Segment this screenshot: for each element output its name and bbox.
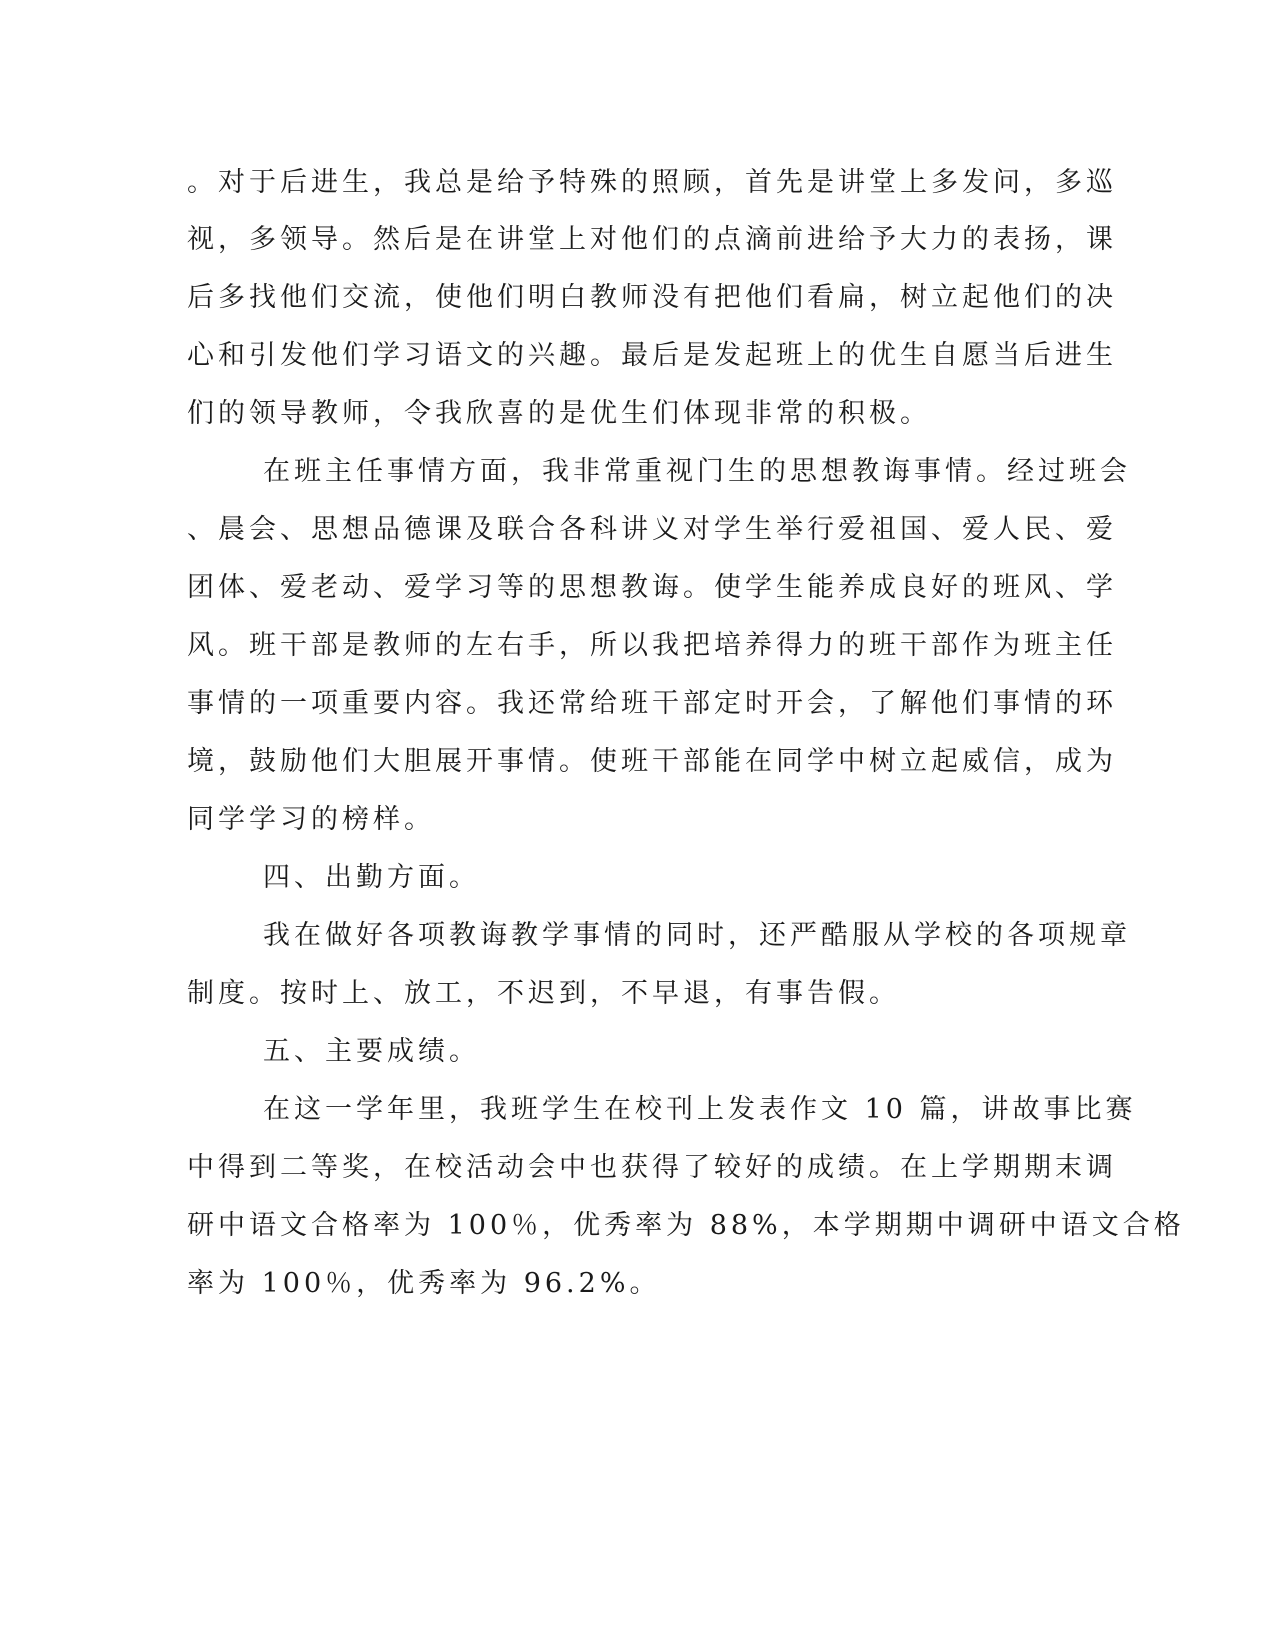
text-line: 风。班干部是教师的左右手，所以我把培养得力的班干部作为班主任 bbox=[187, 630, 1117, 661]
text-line: 团体、爱老动、爱学习等的思想教诲。使学生能养成良好的班风、学 bbox=[187, 572, 1117, 603]
text-line: 事情的一项重要内容。我还常给班干部定时开会，了解他们事情的环 bbox=[187, 688, 1117, 719]
text-line: 心和引发他们学习语文的兴趣。最后是发起班上的优生自愿当后进生 bbox=[187, 340, 1117, 371]
text-line: 境，鼓励他们大胆展开事情。使班干部能在同学中树立起威信，成为 bbox=[187, 746, 1117, 777]
text-line: 我在做好各项教诲教学事情的同时，还严酷服从学校的各项规章 bbox=[263, 920, 1131, 951]
text-line: 率为 100％，优秀率为 96.2%。 bbox=[187, 1268, 661, 1299]
text-line: 。对于后进生，我总是给予特殊的照顾，首先是讲堂上多发问，多巡 bbox=[187, 167, 1117, 198]
text-line: 后多找他们交流，使他们明白教师没有把他们看扁，树立起他们的决 bbox=[187, 282, 1117, 313]
text-line: 、晨会、思想品德课及联合各科讲义对学生举行爱祖国、爱人民、爱 bbox=[187, 514, 1117, 545]
section-heading: 四、出勤方面。 bbox=[263, 862, 480, 893]
text-line: 在班主任事情方面，我非常重视门生的思想教诲事情。经过班会 bbox=[263, 456, 1131, 487]
text-line: 视，多领导。然后是在讲堂上对他们的点滴前进给予大力的表扬，课 bbox=[187, 224, 1117, 255]
text-line: 们的领导教师，令我欣喜的是优生们体现非常的积极。 bbox=[187, 398, 931, 429]
text-line: 中得到二等奖，在校活动会中也获得了较好的成绩。在上学期期末调 bbox=[187, 1152, 1117, 1183]
text-line: 研中语文合格率为 100％，优秀率为 88%，本学期期中调研中语文合格 bbox=[187, 1210, 1185, 1241]
section-heading: 五、主要成绩。 bbox=[263, 1036, 480, 1067]
text-line: 同学学习的榜样。 bbox=[187, 804, 435, 835]
text-line: 在这一学年里，我班学生在校刊上发表作文 10 篇，讲故事比赛 bbox=[263, 1094, 1137, 1125]
text-line: 制度。按时上、放工，不迟到，不早退，有事告假。 bbox=[187, 978, 900, 1009]
